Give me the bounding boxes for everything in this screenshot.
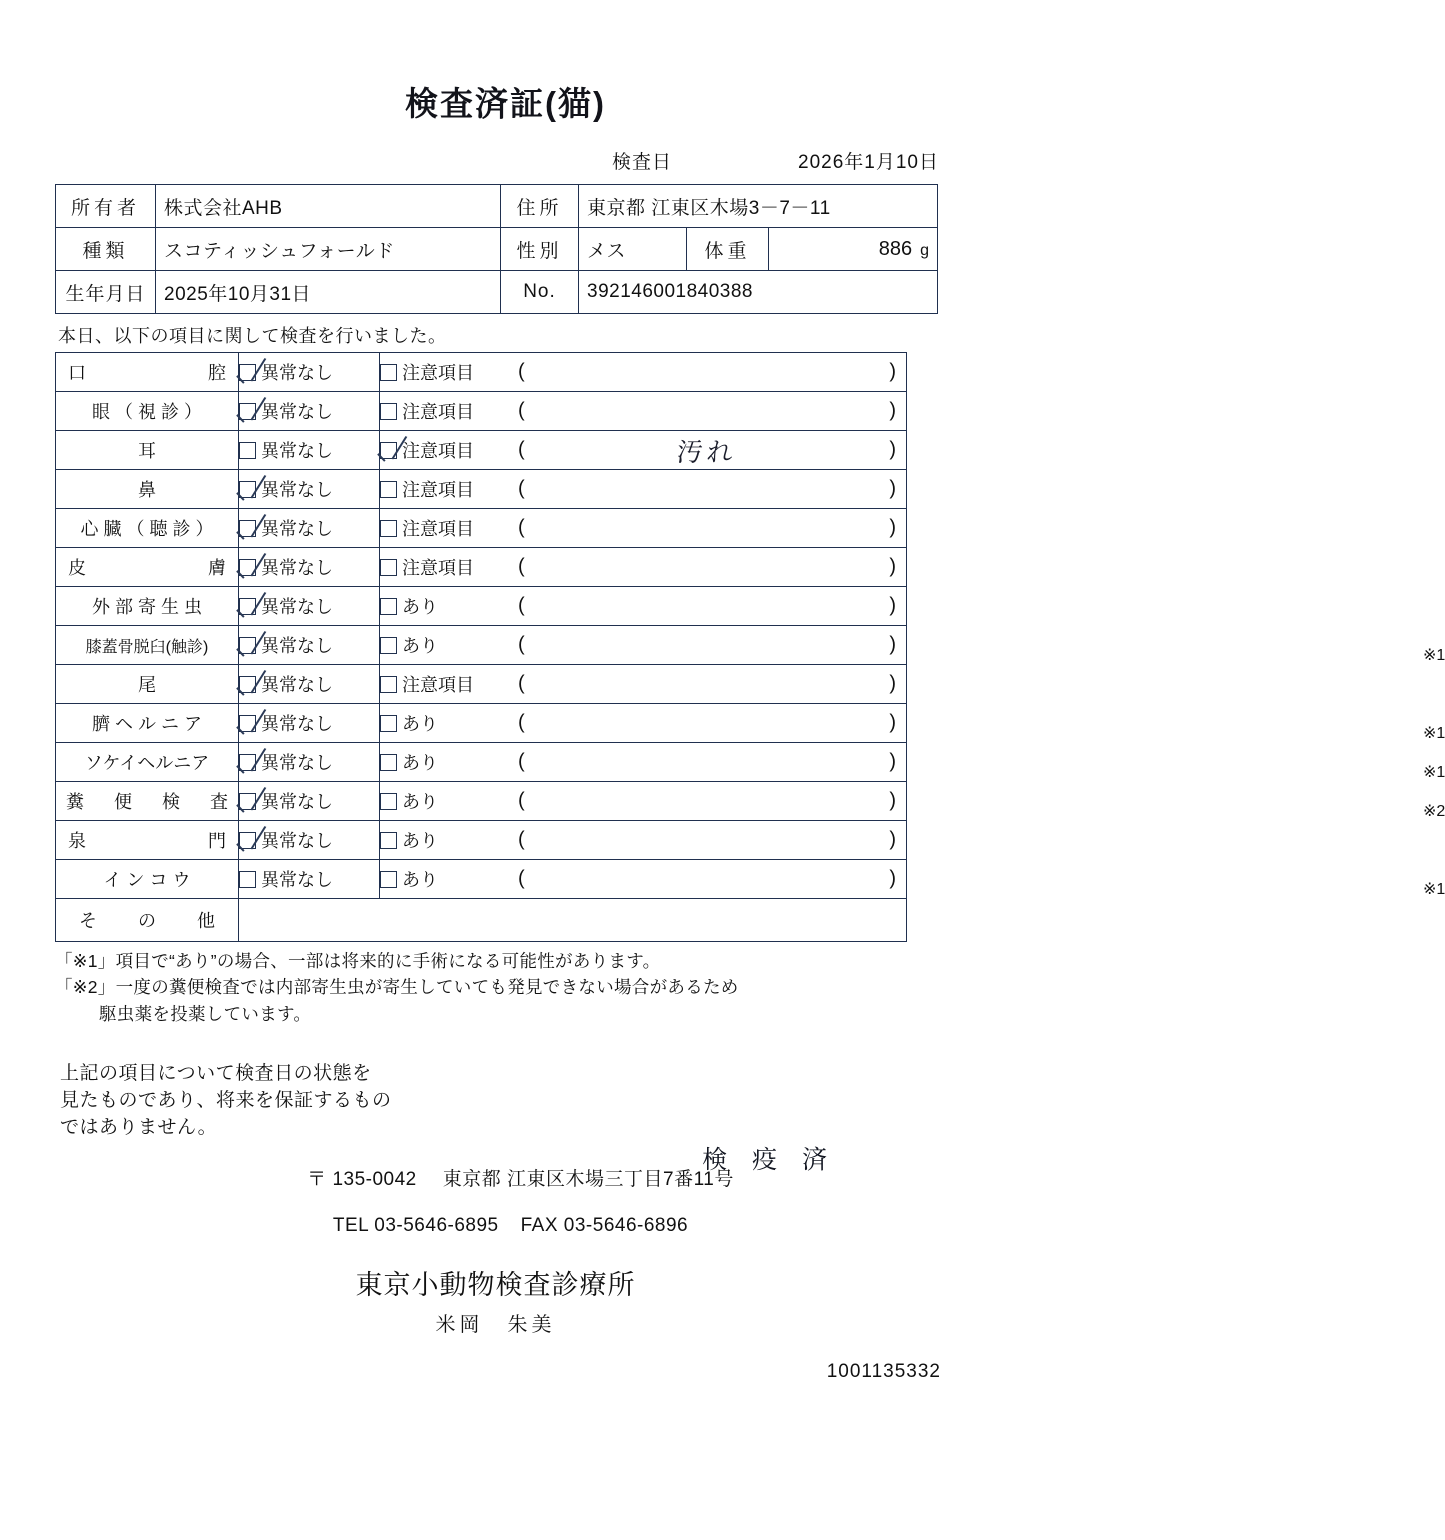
statement-line-3: ではありません。 — [60, 1116, 218, 1138]
checkbox-icon[interactable] — [380, 754, 397, 771]
exam-date-value: 2026年1月10日 — [798, 152, 939, 173]
paren-open: ( — [518, 399, 525, 422]
item-label: 臍 ヘ ル ニ ア — [56, 704, 239, 743]
checked-checkbox-icon[interactable] — [239, 832, 256, 849]
item-label: イ ン コ ウ — [56, 860, 239, 899]
item-label: 耳 — [56, 431, 239, 470]
paren-close: ) — [889, 399, 896, 422]
table-row — [56, 626, 907, 665]
paren-close: ) — [889, 750, 896, 773]
item-option-attention-label: あり — [402, 870, 438, 890]
item-option-normal-label: 異常なし — [261, 870, 333, 890]
exam-date-row — [0, 147, 1011, 174]
clinic-zip: 〒 135-0042 — [307, 1168, 417, 1190]
item-option-attention-label: 注意項目 — [402, 558, 474, 578]
checkbox-icon[interactable] — [380, 832, 397, 849]
quarantine-stamp: 検 疫 済 — [702, 1146, 836, 1174]
item-option-normal-label: 異常なし — [261, 675, 333, 695]
item-label: 心 臓 （ 聴 診 ） — [56, 509, 239, 548]
table-row — [56, 743, 907, 782]
checkbox-icon[interactable] — [380, 598, 397, 615]
item-option-normal-label: 異常なし — [261, 480, 333, 500]
table-row — [56, 271, 938, 314]
paren-close: ) — [889, 438, 896, 461]
table-row — [56, 185, 938, 228]
item-option-normal[interactable] — [239, 821, 380, 860]
table-row — [56, 470, 907, 509]
checkbox-icon[interactable] — [380, 793, 397, 810]
item-option-attention-label: あり — [402, 792, 438, 812]
checkbox-icon[interactable] — [380, 559, 397, 576]
item-option-normal[interactable] — [239, 509, 380, 548]
item-footnote-marker: ※1 — [1423, 647, 1445, 664]
item-note-cell[interactable] — [508, 821, 907, 860]
no-value: 392146001840388 — [579, 271, 938, 314]
item-option-attention[interactable] — [380, 704, 509, 743]
item-option-normal-label: 異常なし — [261, 441, 333, 461]
checkbox-icon[interactable] — [380, 715, 397, 732]
item-option-normal[interactable] — [239, 743, 380, 782]
item-note-cell[interactable] — [508, 626, 1445, 665]
item-label: 外 部 寄 生 虫 — [56, 587, 239, 626]
item-option-normal[interactable] — [239, 782, 380, 821]
weight-value-cell — [769, 228, 938, 271]
item-note-cell[interactable] — [508, 665, 907, 704]
item-option-normal-label: 異常なし — [261, 519, 333, 539]
table-row — [56, 899, 907, 942]
item-footnote-marker: ※2 — [1423, 803, 1445, 820]
item-option-normal-label: 異常なし — [261, 558, 333, 578]
address-value: 東京都 江東区木場3－7－11 — [579, 185, 938, 228]
item-option-normal[interactable] — [239, 587, 380, 626]
item-option-attention[interactable] — [380, 509, 509, 548]
paren-open: ( — [518, 633, 525, 656]
statement-block — [60, 1061, 1011, 1142]
checked-checkbox-icon[interactable] — [239, 676, 256, 693]
checkbox-icon[interactable] — [380, 520, 397, 537]
footnotes — [55, 948, 1011, 1027]
item-label: 眼 （ 視 診 ） — [56, 392, 239, 431]
paren-open: ( — [518, 438, 525, 461]
checkbox-icon[interactable] — [380, 637, 397, 654]
item-note-cell[interactable] — [508, 704, 1445, 743]
clinic-name: 東京小動物検査診療所 — [355, 1269, 636, 1300]
item-note-cell[interactable] — [508, 353, 907, 392]
paren-open: ( — [518, 711, 525, 734]
item-note-cell[interactable] — [508, 860, 1445, 899]
item-note-cell[interactable] — [508, 782, 1445, 821]
checked-checkbox-icon[interactable] — [380, 442, 397, 459]
item-option-attention[interactable] — [380, 821, 509, 860]
paren-close: ) — [889, 672, 896, 695]
item-footnote-marker: ※1 — [1423, 764, 1445, 781]
item-option-normal-label: 異常なし — [261, 636, 333, 656]
item-option-attention-label: 注意項目 — [402, 519, 474, 539]
paren-close: ) — [889, 594, 896, 617]
item-note-cell[interactable] — [508, 470, 907, 509]
item-label: 膝蓋骨脱臼(触診) — [56, 626, 239, 665]
checked-checkbox-icon[interactable] — [239, 754, 256, 771]
paren-close: ) — [889, 516, 896, 539]
inspection-items-table — [55, 352, 1445, 942]
item-label: 鼻 — [56, 470, 239, 509]
item-option-attention[interactable] — [380, 782, 509, 821]
item-option-normal[interactable] — [239, 704, 380, 743]
item-option-normal[interactable] — [239, 392, 380, 431]
paren-close: ) — [889, 789, 896, 812]
item-option-attention[interactable] — [380, 587, 509, 626]
birth-value: 2025年10月31日 — [156, 271, 501, 314]
item-option-attention-label: 注意項目 — [402, 675, 474, 695]
item-option-normal-label: 異常なし — [261, 831, 333, 851]
paren-close: ) — [889, 711, 896, 734]
address-label: 住所 — [501, 185, 579, 228]
item-option-normal[interactable] — [239, 548, 380, 587]
item-option-attention[interactable] — [380, 743, 509, 782]
item-option-normal[interactable] — [239, 860, 380, 899]
birth-label: 生年月日 — [56, 271, 156, 314]
item-option-attention-label: 注意項目 — [402, 363, 474, 383]
footnote-3: 駆虫薬を投薬しています。 — [99, 1003, 312, 1024]
checkbox-icon[interactable] — [380, 676, 397, 693]
item-option-normal[interactable] — [239, 665, 380, 704]
paren-open: ( — [518, 555, 525, 578]
item-option-attention-label: 注意項目 — [402, 402, 474, 422]
item-option-attention-label: あり — [402, 597, 438, 617]
item-label: 泉 門 — [56, 821, 239, 860]
item-option-normal-label: 異常なし — [261, 714, 333, 734]
item-option-normal-label: 異常なし — [261, 363, 333, 383]
item-note-cell[interactable] — [508, 431, 907, 470]
table-row — [56, 548, 907, 587]
item-option-attention[interactable] — [380, 860, 509, 899]
checked-checkbox-icon[interactable] — [239, 637, 256, 654]
clinic-address — [0, 1164, 1011, 1191]
paren-open: ( — [518, 360, 525, 383]
breed-info-table — [55, 227, 938, 271]
table-row — [56, 665, 907, 704]
other-label: そ の 他 — [56, 899, 239, 942]
paren-open: ( — [518, 867, 525, 890]
owner-value: 株式会社AHB — [156, 185, 501, 228]
weight-label: 体重 — [687, 228, 769, 271]
birth-info-table — [55, 270, 938, 314]
checked-checkbox-icon[interactable] — [239, 715, 256, 732]
table-row — [56, 228, 938, 271]
checkbox-icon[interactable] — [239, 871, 256, 888]
item-option-attention-label: 注意項目 — [402, 480, 474, 500]
item-note-cell[interactable] — [508, 392, 907, 431]
item-label: 口 腔 — [56, 353, 239, 392]
item-option-attention-label: あり — [402, 636, 438, 656]
item-option-attention[interactable] — [380, 665, 509, 704]
no-label: No. — [501, 271, 579, 314]
item-option-attention[interactable] — [380, 431, 509, 470]
checked-checkbox-icon[interactable] — [239, 364, 256, 381]
sex-value: メス — [579, 228, 687, 271]
weight-unit: g — [920, 241, 929, 259]
table-row — [56, 353, 907, 392]
certificate-page — [0, 78, 1445, 1540]
paren-open: ( — [518, 672, 525, 695]
owner-info-table — [55, 184, 938, 228]
table-row — [56, 782, 907, 821]
owner-label: 所有者 — [56, 185, 156, 228]
paren-close: ) — [889, 555, 896, 578]
item-label: 糞 便 検 査 — [56, 782, 239, 821]
paren-close: ) — [889, 828, 896, 851]
checkbox-icon[interactable] — [380, 871, 397, 888]
breed-label: 種類 — [56, 228, 156, 271]
item-option-attention-label: あり — [402, 753, 438, 773]
item-footnote-marker: ※1 — [1423, 725, 1445, 742]
checked-checkbox-icon[interactable] — [239, 481, 256, 498]
paren-close: ) — [889, 477, 896, 500]
inspector-name: 米岡 朱美 — [435, 1313, 556, 1336]
intro-text: 本日、以下の項目に関して検査を行いました。 — [58, 326, 447, 346]
item-label: ソケイヘルニア — [56, 743, 239, 782]
footnote-1: 「※1」項目で“あり”の場合、一部は将来的に手術になる可能性があります。 — [55, 951, 661, 971]
paren-open: ( — [518, 477, 525, 500]
paren-open: ( — [518, 789, 525, 812]
serial-number: 1001135332 — [826, 1360, 941, 1382]
item-option-normal[interactable] — [239, 431, 380, 470]
item-footnote-marker: ※1 — [1423, 881, 1445, 898]
checkbox-icon[interactable] — [239, 442, 256, 459]
table-row — [56, 587, 907, 626]
item-option-attention[interactable] — [380, 626, 509, 665]
item-option-attention-label: あり — [402, 831, 438, 851]
clinic-contact — [0, 1215, 1011, 1237]
exam-date-label: 検査日 — [612, 152, 673, 173]
checked-checkbox-icon[interactable] — [239, 559, 256, 576]
item-option-normal[interactable] — [239, 470, 380, 509]
item-note-cell[interactable] — [508, 587, 907, 626]
item-option-normal-label: 異常なし — [261, 792, 333, 812]
item-option-attention[interactable] — [380, 353, 509, 392]
item-option-attention[interactable] — [380, 392, 509, 431]
clinic-address-text: 東京都 江東区木場三丁目7番11号 — [442, 1168, 734, 1190]
item-option-normal-label: 異常なし — [261, 753, 333, 773]
item-option-normal[interactable] — [239, 353, 380, 392]
item-label: 皮 膚 — [56, 548, 239, 587]
paren-open: ( — [518, 516, 525, 539]
table-row — [56, 431, 907, 470]
paren-close: ) — [889, 867, 896, 890]
paren-open: ( — [518, 828, 525, 851]
item-note-text: 汚れ — [675, 437, 739, 468]
checkbox-icon[interactable] — [380, 403, 397, 420]
item-option-attention-label: あり — [402, 714, 438, 734]
clinic-tel: TEL 03-5646-6895 — [332, 1214, 499, 1236]
clinic-fax: FAX 03-5646-6896 — [520, 1214, 689, 1236]
item-note-cell[interactable] — [508, 509, 907, 548]
checkbox-icon[interactable] — [380, 364, 397, 381]
item-option-normal-label: 異常なし — [261, 597, 333, 617]
checked-checkbox-icon[interactable] — [239, 598, 256, 615]
table-row — [56, 704, 907, 743]
paren-open: ( — [518, 750, 525, 773]
item-option-normal[interactable] — [239, 626, 380, 665]
checked-checkbox-icon[interactable] — [239, 520, 256, 537]
footnote-2: 「※2」一度の糞便検査では内部寄生虫が寄生していても発見できない場合があるため — [55, 977, 739, 998]
item-option-attention[interactable] — [380, 548, 509, 587]
table-row — [56, 821, 907, 860]
breed-value: スコティッシュフォールド — [156, 228, 501, 271]
weight-value: 886 — [878, 237, 913, 260]
table-row — [56, 509, 907, 548]
item-label: 尾 — [56, 665, 239, 704]
item-option-attention[interactable] — [380, 470, 509, 509]
other-value[interactable] — [239, 899, 907, 942]
sex-label: 性別 — [501, 228, 579, 271]
page-title: 検査済証(猫) — [405, 85, 606, 122]
checkbox-icon[interactable] — [380, 481, 397, 498]
item-option-attention-label: 注意項目 — [402, 441, 474, 461]
checked-checkbox-icon[interactable] — [239, 403, 256, 420]
paren-close: ) — [889, 633, 896, 656]
paren-open: ( — [518, 594, 525, 617]
statement-line-1: 上記の項目について検査日の状態を — [60, 1062, 372, 1084]
item-note-cell[interactable] — [508, 743, 1445, 782]
table-row — [56, 392, 907, 431]
item-option-normal-label: 異常なし — [261, 402, 333, 422]
statement-line-2: 見たものであり、将来を保証するもの — [60, 1089, 392, 1111]
checked-checkbox-icon[interactable] — [239, 793, 256, 810]
paren-close: ) — [889, 360, 896, 383]
table-row — [56, 860, 907, 899]
item-note-cell[interactable] — [508, 548, 907, 587]
